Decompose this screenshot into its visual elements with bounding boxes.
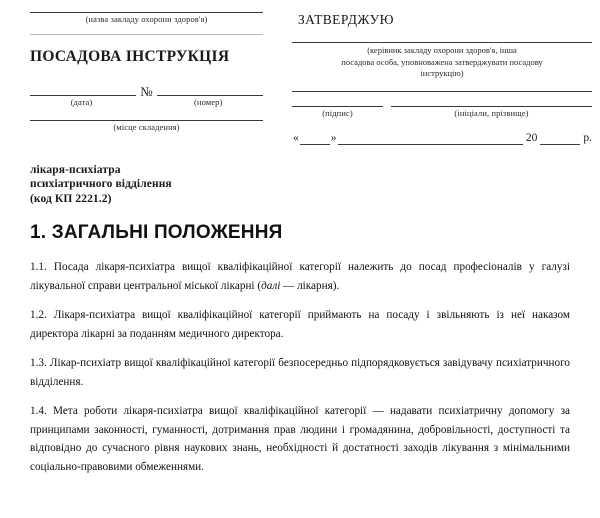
- approval-label: ЗАТВЕРДЖУЮ: [298, 12, 394, 27]
- job-title-code: (код КП 2221.2): [30, 192, 112, 205]
- job-title-line-1: лікаря-психіатра: [30, 163, 121, 176]
- org-name-rule: [30, 12, 263, 13]
- approver-caption-line-3: інструкцію): [420, 68, 464, 78]
- org-name-caption: (назва закладу охорони здоров'я): [85, 14, 208, 24]
- signature-caption: (підпис): [322, 107, 353, 118]
- day-rule: [300, 144, 330, 145]
- spacer-before-signature: [292, 92, 592, 106]
- approver-caption: [292, 45, 592, 80]
- quote-open: «: [293, 131, 299, 144]
- document-title: ПОСАДОВА ІНСТРУКЦІЯ: [30, 48, 230, 65]
- approver-caption-line-1: (керівник закладу охорони здоров'я, інша: [367, 45, 517, 55]
- month-field[interactable]: [338, 144, 523, 145]
- place-rule: [30, 120, 263, 121]
- number-caption-wrap: [153, 96, 263, 108]
- paragraph-1-1-part-a: 1.1. Посада лікаря-психіатра вищої кваліфікаційної категорії належить до посад професіоналів у галузі лікувальної справи центральної міської лікарні (: [30, 261, 570, 292]
- spacer-before-place: [30, 108, 263, 120]
- quote-close: »: [330, 131, 337, 144]
- header-right-column: [282, 12, 600, 145]
- signature-caption-wrap: [292, 107, 391, 119]
- date-caption: (дата): [70, 97, 93, 107]
- year-rule: [540, 144, 580, 145]
- day-field[interactable]: [300, 144, 330, 145]
- signature-captions-row: [292, 107, 592, 119]
- header-left-column: [0, 12, 282, 133]
- number-sign-label: №: [140, 84, 153, 99]
- spacer-before-doc-title: [30, 35, 263, 48]
- name-caption-wrap: [391, 107, 592, 119]
- job-title-line-2: психіатричного відділення: [30, 178, 172, 190]
- name-caption: (ініціали, прізвище): [454, 107, 529, 118]
- date-caption-wrap: [30, 96, 133, 108]
- document-body: [30, 258, 570, 476]
- paragraph-1-1-part-b: — лікарня).: [280, 279, 340, 292]
- spacer-before-datenum: [30, 66, 263, 84]
- section-heading: 1. ЗАГАЛЬНІ ПОЛОЖЕННЯ: [30, 222, 283, 243]
- year-field[interactable]: [540, 144, 580, 145]
- paragraph-1-1-italic: далі: [261, 279, 281, 292]
- place-caption: (місце складення): [113, 122, 180, 132]
- spacer-after-org-caption: [30, 25, 263, 34]
- job-title-block: [30, 163, 600, 207]
- year-prefix: 20: [525, 131, 538, 144]
- document-header: [0, 0, 600, 145]
- year-suffix: р.: [583, 131, 592, 144]
- number-caption: (номер): [193, 97, 223, 107]
- date-number-row: [30, 84, 263, 99]
- paragraph-1-2: 1.2. Лікаря-психіатра вищої кваліфікаційної категорії приймають на посаду і звільняють із неї наказом директора лікарні за поданням медичного директора.: [30, 309, 570, 340]
- spacer-before-blank-rule: [292, 80, 592, 91]
- paragraph-1-1: [30, 258, 570, 295]
- month-rule: [338, 144, 523, 145]
- approver-caption-line-2: посадова особа, уповноважена затверджувати посадову: [341, 56, 543, 67]
- paragraph-1-3: 1.3. Лікар-психіатр вищої кваліфікаційної категорії безпосередньо підпорядковується завідувачу психіатричного відділення.: [30, 357, 570, 388]
- approver-rule: [292, 42, 592, 43]
- approval-date-line: [292, 132, 592, 145]
- spacer-after-approve-label: [292, 28, 592, 42]
- paragraph-1-4: 1.4. Мета роботи лікаря-психіатра вищої кваліфікаційної категорії — надавати психіатричну допомогу за принципами законності, гуманності, дотримання прав людини і громадянина, добровільності, доступності та відповідно до сучасного рівня наукових знань, необхідності й достатності заходів лікування з мінімальними соціально-правовими обмеженнями.: [30, 405, 570, 473]
- spacer-before-dateline: [292, 119, 592, 132]
